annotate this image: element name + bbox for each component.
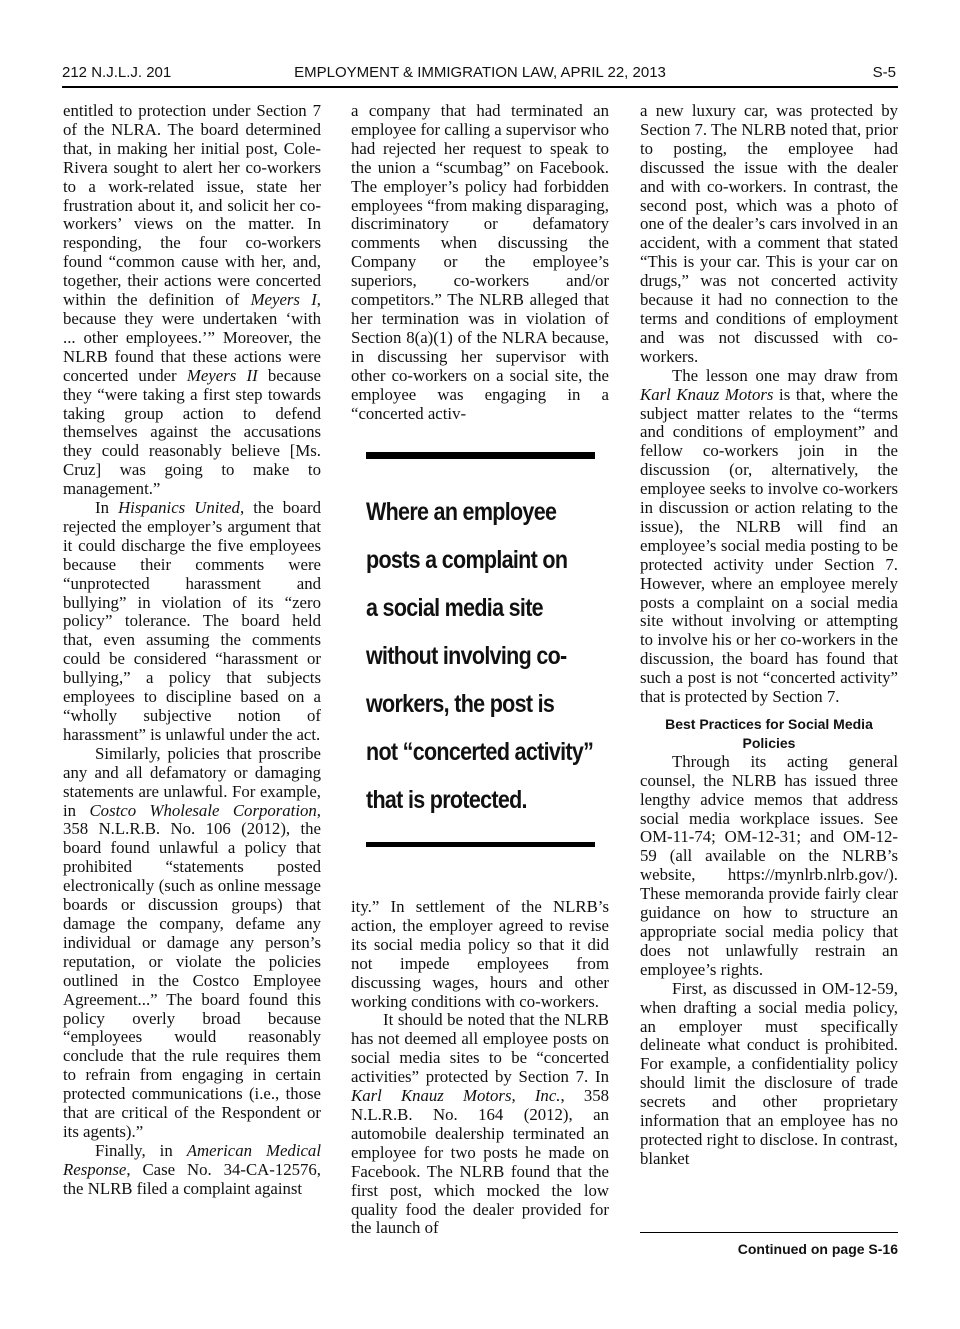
case-name: Meyers II	[186, 365, 258, 385]
paragraph: a company that had terminated an employee for calling a supervisor who had rejected her request to speak to the union a “scumbag” on Facebook. The employer’s policy had forbidden employees “from making disparaging, discriminatory or defamatory comments when discussing the Company or the employee’s superiors, co-workers and/or competitors.” The NLRB alleged that her termination was in violation of Section 8(a)(1) of the NLRA because, in discussing her supervisor with other co-workers on a social site, the employee was engaging in a “concerted activ-	[351, 101, 609, 423]
page-header	[62, 62, 898, 88]
citation: 212 N.J.L.J. 201	[62, 64, 172, 81]
column-3	[640, 102, 898, 1169]
case-name: Meyers I	[250, 290, 317, 310]
paragraph: In Hispanics United, the board rejected the employer’s argument that it could discharge the five employees because their comments were “unprotected harassment and bullying” in violation of its “zero policy” tolerance. The board held that, even assuming the comments could be considered “harassment or bullying,” a policy that subjects employees to discipline based on a “wholly subjective notion of harassment” is unlawful under the act.	[63, 498, 321, 744]
case-name: Costco Wholesale Corporation	[89, 800, 317, 820]
paragraph: Through its acting general counsel, the NLRB has issued three lengthy advice memos that address social media workplace issues. See OM-11-74; OM-12-31; and OM-12-59 (all available on the NLRB’s website, https://mynlrb.nlrb.gov/). These memoranda provide fairly clear guidance on how to structure an appropriate social media policy that does not unlawfully restrain an employee’s rights.	[640, 751, 898, 979]
paragraph: a new luxury car, was protected by Section 7. The NLRB noted that, prior to posting, the employee had discussed the issue with the dealer and with co-workers. In contrast, the second post, which was a photo of one of the dealer’s cars involved in an accident, with a comment that stated “This is your car. This is your car on drugs,” was not concerted activity because it had no connection to the terms and conditions of employment and was not discussed with co-workers.	[640, 101, 898, 366]
paragraph: ity.” In settlement of the NLRB’s action, the employer agreed to revise its social media policy so that it did not impede employees from discussing wages, hours and other working conditions with co-workers.	[351, 897, 609, 1011]
case-name: Hispanics United	[118, 498, 240, 518]
pull-quote-bottom-rule	[366, 842, 595, 847]
pull-quote	[366, 452, 595, 848]
case-name: Karl Knauz Motors	[640, 384, 774, 404]
paragraph: Similarly, policies that proscribe any and all defamatory or damaging statements are unlawful. For example, in Costco Wholesale Corporation, 358 N.L.R.B. No. 106 (2012), the board found unlawful a policy that prohibited “statements posted electronically (such as online message boards or discussion groups) that damage the company, defame any individual or damage any person’s reputation, or violate the policies outlined in the Costco Employee Agreement...” The board found this policy overly broad because “employees would reasonably conclude that the rule requires them to refrain from engaging in certain protected communications (i.e., those that are critical of the Respondent or its agents).”	[63, 743, 321, 1141]
page-number: S-5	[872, 64, 896, 81]
pull-quote-text: Where an employee posts a complaint on a social media site without involving co- workers, the post is not “concerted activity” that is protected.	[366, 498, 594, 814]
paragraph: It should be noted that the NLRB has not deemed all employee posts on social media sites to be “concerted activities” protected by Section 7. In Karl Knauz Motors, Inc., 358 N.L.R.B. No. 164 (2012), an automobile dealership terminated an employee for two posts he made on Facebook. The NLRB found that the first post, which mocked the low quality food the dealer provided for the launch of	[351, 1010, 609, 1238]
continued-on-link: Continued on page S-16	[640, 1232, 898, 1257]
case-name: Karl Knauz Motors, Inc.	[351, 1086, 561, 1106]
paragraph: The lesson one may draw from Karl Knauz Motors is that, where the subject matter relates to the “terms and conditions of employment” and fellow co-workers join in the discussion (or, alternatively, the employee seeks to involve co-workers in discussion or action relating to the issue), the NLRB will find an employee’s social media posting to be protected activity under Section 7. However, where an employee merely posts a complaint on a social media site without involving or attempting to involve his or her co-workers in the discussion, the board has found that such a post is not “concerted activity” that is protected by Section 7.	[640, 365, 898, 707]
paragraph: Finally, in American Medical Response, Case No. 34-CA-12576, the NLRB filed a complaint against	[63, 1140, 321, 1198]
section-title: EMPLOYMENT & IMMIGRATION LAW, APRIL 22, 2013	[294, 64, 666, 81]
column-2-top	[351, 102, 609, 423]
column-1	[63, 102, 321, 1199]
pull-quote-top-rule	[366, 452, 595, 459]
paragraph: First, as discussed in OM-12-59, when drafting a social media policy, an employer must specifically delineate what conduct is prohibited. For example, a confidentiality policy should limit the disclosure of trade secrets and other proprietary information that an employee has no protected right to disclose. In contrast, blanket	[640, 978, 898, 1168]
case-name: American Medical Response	[63, 1140, 321, 1179]
section-subhead: Best Practices for Social Media Policies	[665, 716, 873, 751]
column-2-bottom	[351, 898, 609, 1238]
paragraph: entitled to protection under Section 7 of the NLRA. The board determined that, in making her initial post, Cole-Rivera sought to alert her co-workers to a work-related issue, state her frustration about it, and solicit her co-workers’ views on the matter. In responding, the four co-workers found “common cause with her, and, together, their actions were concerted within the definition of Meyers I, because they were undertaken ‘with ... other employees.’” Moreover, the NLRB found that these actions were concerted under Meyers II because they “were taking a first step towards taking group action to defend themselves against the accusations they could reasonably believe [Ms. Cruz] was going to make to management.”	[63, 101, 321, 499]
